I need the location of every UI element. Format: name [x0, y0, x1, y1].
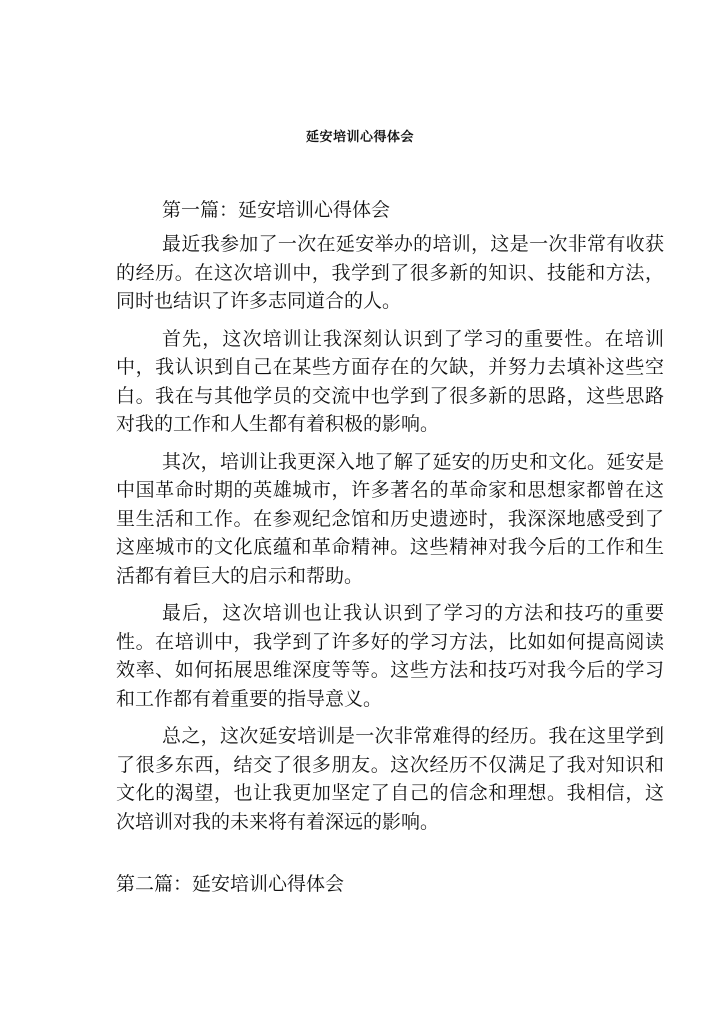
document-title: 延安培训心得体会	[305, 130, 414, 145]
section-heading-1: 第一篇：延安培训心得体会	[162, 199, 391, 221]
paragraph-3: 其次，培训让我更深入地了解了延安的历史和文化。延安是中国革命时期的英雄城市，许多著名的革命家和思想家都曾在这里生活和工作。在参观纪念馆和历史遗迹时，我深深地感受到了这座城市的文化底蕴和革命精神。这些精神对我今后的工作和生活都有着巨大的启示和帮助。	[116, 450, 664, 587]
section-heading-2: 第二篇：延安培训心得体会	[116, 873, 345, 895]
paragraph-4: 最后，这次培训也让我认识到了学习的方法和技巧的重要性。在培训中，我学到了许多好的学习方法，比如如何提高阅读效率、如何拓展思维深度等等。这些方法和技巧对我今后的学习和工作都有着重要的指导意义。	[116, 602, 664, 710]
paragraph-5: 总之，这次延安培训是一次非常难得的经历。我在这里学到了很多东西，结交了很多朋友。这次经历不仅满足了我对知识和文化的渴望，也让我更加坚定了自己的信念和理想。我相信，这次培训对我的未来将有着深远的影响。	[116, 725, 664, 833]
section-1-body	[116, 230, 664, 845]
paragraph-2: 首先，这次培训让我深刻认识到了学习的重要性。在培训中，我认识到自己在某些方面存在的欠缺，并努力去填补这些空白。我在与其他学员的交流中也学到了很多新的思路，这些思路对我的工作和人生都有着积极的影响。	[116, 327, 664, 435]
paragraph-1: 最近我参加了一次在延安举办的培训，这是一次非常有收获的经历。在这次培训中，我学到了很多新的知识、技能和方法，同时也结识了许多志同道合的人。	[116, 233, 664, 312]
